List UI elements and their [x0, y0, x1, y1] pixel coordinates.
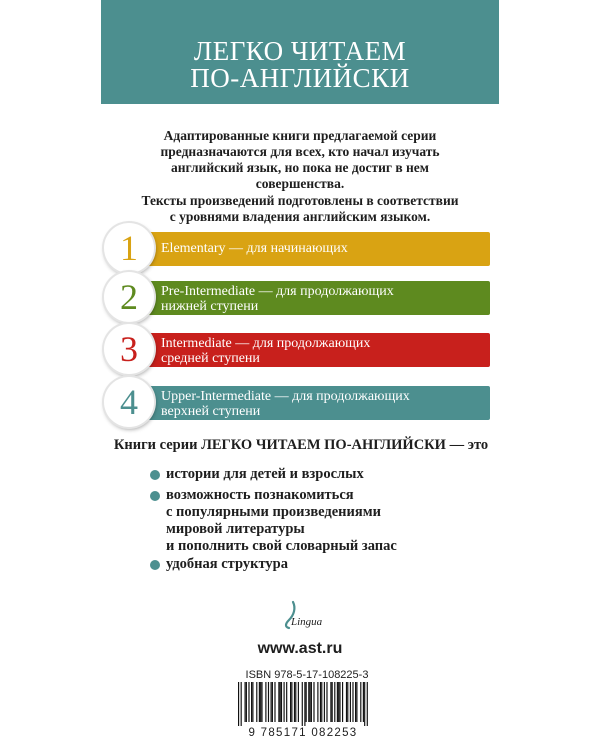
- level-2-number: 2: [104, 272, 154, 322]
- intro-line: Тексты произведений подготовлены в соответствии: [141, 193, 459, 208]
- level-4-label-line1: Upper-Intermediate — для продолжающих: [161, 389, 410, 404]
- series-title-banner: [101, 0, 499, 104]
- level-4-number: 4: [104, 377, 154, 427]
- intro-line: английский язык, но пока не достиг в нем: [171, 160, 429, 175]
- intro-line: Адаптированные книги предлагаемой серии: [163, 128, 437, 143]
- level-2-label-line1: Pre-Intermediate — для продолжающих: [161, 284, 394, 299]
- bullet-line: с популярными произведениями: [166, 504, 381, 520]
- intro-line: совершенства.: [255, 176, 345, 191]
- level-3-number: 3: [104, 324, 154, 374]
- level-1: [104, 222, 490, 274]
- isbn-text: ISBN 978-5-17-108225-3: [245, 669, 369, 681]
- level-2: [104, 271, 490, 323]
- bullet-line: удобная структура: [166, 556, 288, 572]
- lingua-logo-icon: [265, 598, 335, 634]
- barcode-icon: [238, 682, 368, 726]
- logo-wordmark: Lingua: [291, 616, 323, 628]
- series-statement: Книги серии ЛЕГКО ЧИТАЕМ ПО-АНГЛИЙСКИ — это: [113, 437, 489, 453]
- intro-line: с уровнями владения английским языком.: [169, 209, 431, 224]
- bullet-line: истории для детей и взрослых: [166, 466, 364, 482]
- bullet-dot-icon: [150, 491, 160, 501]
- level-4-label-line2: верхней ступени: [161, 404, 261, 419]
- barcode-number: 9 785171 082253: [248, 727, 358, 739]
- bullet-line: и пополнить свой словарный запас: [166, 538, 397, 554]
- publisher-website[interactable]: www.ast.ru: [257, 640, 343, 657]
- bullet-line: возможность познакомиться: [166, 487, 354, 503]
- intro-line: предназначаются для всех, кто начал изучать: [160, 144, 440, 159]
- level-1-label: Elementary — для начинающих: [161, 241, 348, 256]
- bullet-dot-icon: [150, 560, 160, 570]
- level-1-number: 1: [104, 223, 154, 273]
- bullet-line: мировой литературы: [166, 521, 305, 537]
- level-3-label-line1: Intermediate — для продолжающих: [161, 336, 371, 351]
- intro-paragraph-1: [100, 128, 500, 192]
- level-3: [104, 323, 490, 375]
- bullet-dot-icon: [150, 470, 160, 480]
- level-4: [104, 376, 490, 428]
- level-3-label-line2: средней ступени: [161, 351, 260, 366]
- series-title-line1: ЛЕГКО ЧИТАЕМ: [193, 36, 407, 66]
- intro-paragraph-2: [100, 193, 500, 225]
- level-2-label-line2: нижней ступени: [161, 299, 259, 314]
- series-title-line2: ПО-АНГЛИЙСКИ: [190, 63, 410, 93]
